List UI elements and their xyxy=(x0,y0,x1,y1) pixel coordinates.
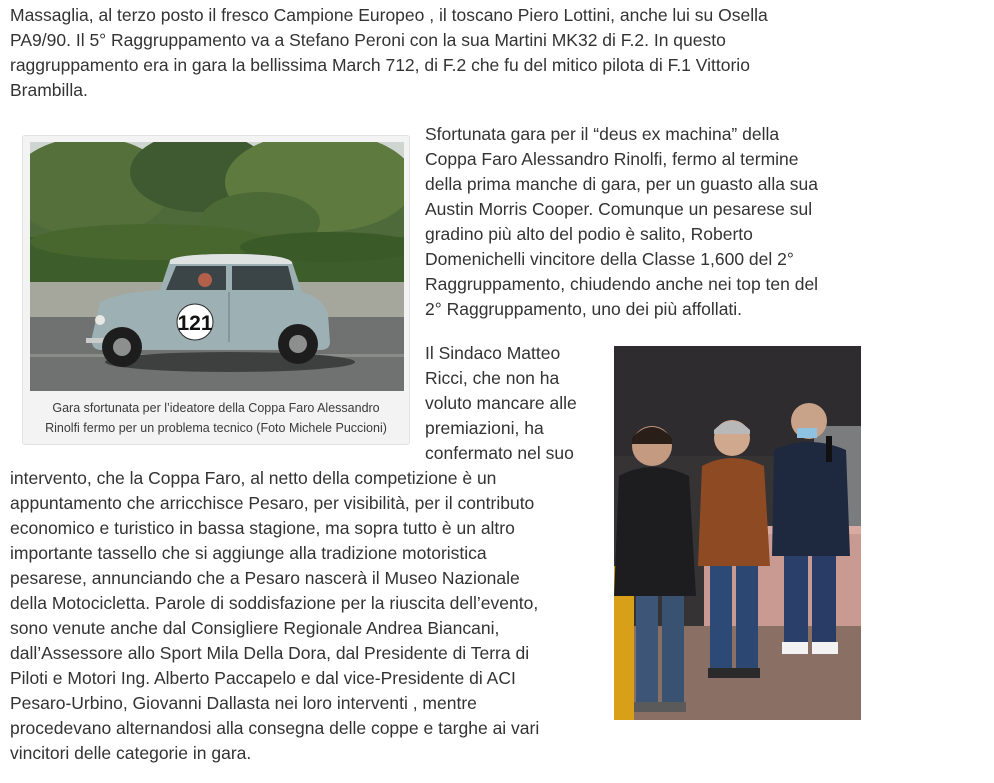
text-line: Piloti e Motori Ing. Alberto Paccapelo e dal vice-Presidente di ACI xyxy=(10,668,516,688)
rinolfi-paragraph xyxy=(425,122,855,322)
text-line: Domenichelli vincitore della Classe 1,600 del 2° xyxy=(425,249,794,269)
text-line: vincitori delle categorie in gara. xyxy=(10,743,252,763)
text-line: Raggruppamento, chiudendo anche nei top ten del xyxy=(425,274,819,294)
text-line: confermato nel suo xyxy=(425,443,574,463)
text-line: gradino più alto del podio è salito, Roberto xyxy=(425,224,753,244)
text-line: PA9/90. Il 5° Raggruppamento va a Stefano Peroni con la sua Martini MK32 di F.2. In questo xyxy=(10,30,726,50)
text-line: Brambilla. xyxy=(10,80,88,100)
text-line: della Motocicletta. Parole di soddisfazione per la riuscita dell’evento, xyxy=(10,593,539,613)
text-line: Austin Morris Cooper. Comunque un pesarese sul xyxy=(425,199,813,219)
car-number: 121 xyxy=(177,312,213,335)
photo-caption xyxy=(25,398,407,438)
text-line: importante tassello che si aggiunge alla tradizione motoristica xyxy=(10,543,487,563)
caption-line: Rinolfi fermo per un problema tecnico (Foto Michele Puccioni) xyxy=(45,421,387,435)
text-line: premiazioni, ha xyxy=(425,418,544,438)
text-line: Coppa Faro Alessandro Rinolfi, fermo al termine xyxy=(425,149,799,169)
mayor-paragraph-start xyxy=(425,341,605,466)
text-line: dall’Assessore allo Sport Mila Della Dora, dal Presidente di Terra di xyxy=(10,643,530,663)
text-line: intervento, che la Coppa Faro, al netto della competizione è un xyxy=(10,468,497,488)
text-line: Massaglia, al terzo posto il fresco Campione Europeo , il toscano Piero Lottini, anche lui su Osella xyxy=(10,5,768,25)
text-line: della prima manche di gara, per un guasto alla sua xyxy=(425,174,819,194)
race-car-photo xyxy=(30,142,404,391)
photo-figure xyxy=(22,135,410,445)
award-ceremony-illustration xyxy=(614,346,861,720)
text-line: procedevano alternandosi alla consegna delle coppe e targhe ai vari xyxy=(10,718,540,738)
mayor-paragraph-continued xyxy=(10,466,610,766)
text-line: pesarese, annunciando che a Pesaro nascerà il Museo Nazionale xyxy=(10,568,520,588)
caption-line: Gara sfortunata per l’ideatore della Coppa Faro Alessandro xyxy=(52,401,380,415)
text-line: Il Sindaco Matteo xyxy=(425,343,561,363)
text-line: voluto mancare alle xyxy=(425,393,577,413)
text-line: Pesaro-Urbino, Giovanni Dallasta nei loro interventi , mentre xyxy=(10,693,477,713)
text-line: sono venute anche dal Consigliere Regionale Andrea Biancani, xyxy=(10,618,500,638)
text-line: Ricci, che non ha xyxy=(425,368,560,388)
race-car-illustration xyxy=(30,142,404,391)
text-line: 2° Raggruppamento, uno dei più affollati. xyxy=(425,299,743,319)
text-line: appuntamento che arricchisce Pesaro, per visibilità, per il contributo xyxy=(10,493,535,513)
award-ceremony-photo xyxy=(614,346,861,720)
text-line: economico e turistico in bassa stagione, ma sopra tutto è un altro xyxy=(10,518,515,538)
text-line: raggruppamento era in gara la bellissima March 712, di F.2 che fu del mitico pilota di F.1 Vittorio xyxy=(10,55,750,75)
text-line: Sfortunata gara per il “deus ex machina” della xyxy=(425,124,780,144)
intro-paragraph xyxy=(10,3,840,103)
